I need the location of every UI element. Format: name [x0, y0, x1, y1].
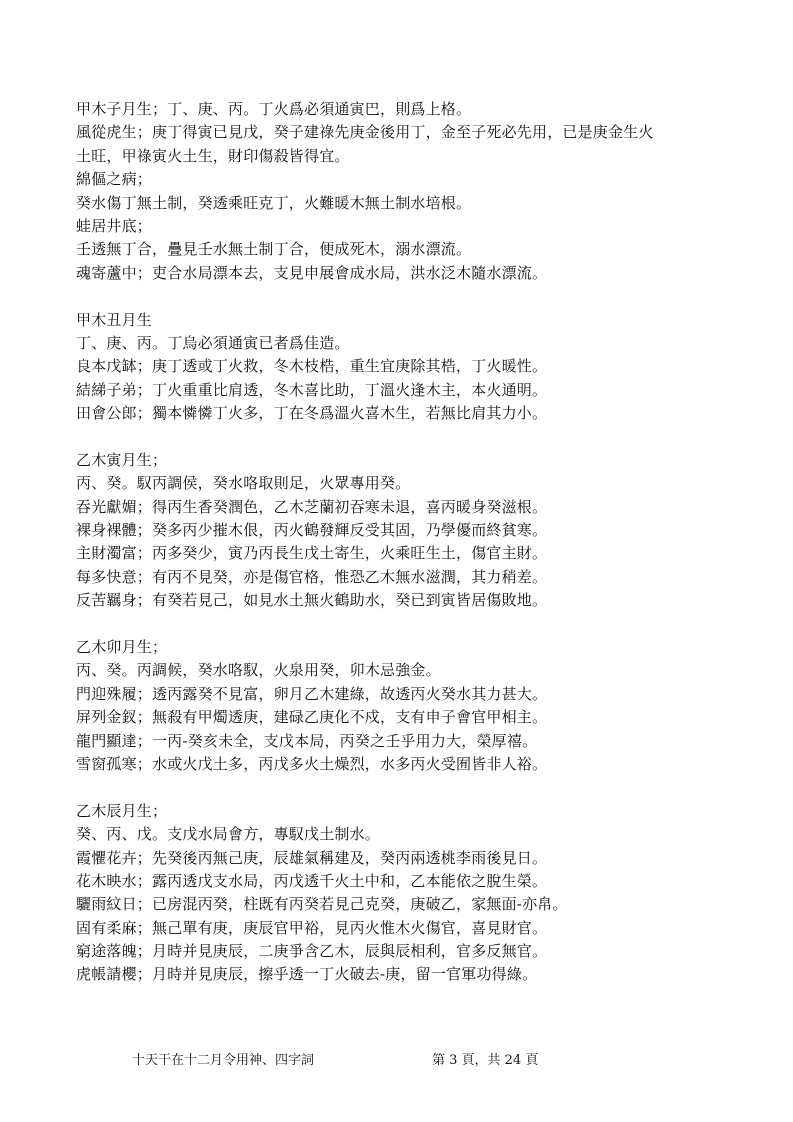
document-body — [76, 98, 716, 987]
section-gap — [76, 425, 716, 448]
text-line: 良本戊缽；庚丁透或丁火救，冬木枝梏，重生宜庚除其梏，丁火暖性。 — [76, 357, 548, 376]
text-line: 綿傴之病； — [76, 170, 153, 189]
footer-title: 十天干在十二月令用神、四字詞 — [132, 1053, 315, 1068]
text-line: 甲木子月生；丁、庚、丙。丁火爲必須通寅巴，則爲上格。 — [76, 100, 472, 118]
text-line: 魂寄蘆中；吏合水局漂本去，支見申展會成水局，洪水泛木隨水漂流。 — [76, 263, 548, 282]
text-line: 雪窗孤寒；水或火戊土多，丙戊多火土燥烈，水多丙火受囿皆非人裕。 — [76, 754, 548, 773]
text-line: 癸水傷丁無土制，癸透乘旺克丁，火難暖木無土制水培根。 — [76, 193, 472, 212]
section-heading: 乙木辰月生； — [76, 801, 168, 820]
text-line: 壬透無丁合，疊見壬水無土制丁合，便成死木，溺水漂流。 — [76, 240, 472, 259]
text-line: 主財濁富；丙多癸少，寅乃丙長生戊土寄生，火乘旺生土，傷官主財。 — [76, 544, 548, 563]
text-line: 裸身裸體；癸多丙少摧木佷，丙火鶴發輝反受其固，乃學優而終貧寒。 — [76, 521, 548, 540]
text-line: 屏列金釵；無殺有甲燭透庚，建碌乙庚化不戍，支有申子會官甲相主。 — [76, 708, 548, 727]
text-line: 土旺，甲祿寅火土生，財印傷殺皆得宜。 — [76, 146, 350, 165]
text-line: 癸、丙、戊。支戊水局會方，專馭戊土制水。 — [76, 825, 381, 844]
text-line: 窮途落魄；月時并見庚辰，二庚爭含乙木，辰與辰相利，官多反無官。 — [76, 942, 548, 961]
section-heading: 甲木丑月生 — [76, 310, 153, 329]
text-line: 每多快意；有丙不見癸，亦是傷官格，惟恐乙木無水滋潤，其力稍差。 — [76, 567, 548, 586]
text-line: 霞懼花卉；先癸後丙無己庚，辰雄氣稱建及，癸丙兩透桃李雨後見日。 — [76, 848, 548, 867]
section-gap — [76, 613, 716, 636]
text-line: 蛙居井底； — [76, 216, 153, 235]
section-heading: 乙木卯月生； — [76, 637, 168, 656]
section-gap — [76, 776, 716, 799]
text-line: 結綈子弟；丁火重重比肩透，冬木喜比助，丁溫火逢木主，本火通明。 — [76, 380, 548, 399]
text-line: 驪雨紋日；已房混丙癸，柱既有丙癸若見己克癸，庚破乙，家無面-亦帛。 — [76, 895, 568, 914]
page-number: 第 3 頁，共 24 頁 — [432, 1053, 539, 1068]
text-line: 花木映水；露丙透戊支水局，丙戊透千火土中和，乙本能依之脫生榮。 — [76, 871, 548, 890]
text-line: 田會公郎；獨本憐憐丁火多，丁在冬爲溫火喜木生，若無比肩其力小。 — [76, 404, 548, 423]
text-line: 虎帳請櫻；月時并見庚辰，擦乎透一丁火破去-庚，留一官軍功得綠。 — [76, 965, 538, 984]
text-line: 吞光獻媚；得丙生香癸潤色，乙木芝蘭初吞寒未退，喜丙暖身癸滋根。 — [76, 497, 548, 516]
section-heading: 乙木寅月生； — [76, 450, 168, 469]
text-line: 風從虎生；庚丁得寅已見戊，癸子建祿先庚金後用丁，金至子死必先用，已是庚金生火 — [76, 123, 654, 142]
text-line: 門迎殊履；透丙露癸不見富，卵月乙木建綠，故透丙火癸水其力甚大。 — [76, 684, 548, 703]
text-line: 固有柔麻；無己單有庚，庚辰官甲裕，見丙火惟木火傷官，喜見財官。 — [76, 918, 548, 937]
section-gap — [76, 285, 716, 308]
text-line: 丁、庚、丙。丁烏必須通寅已者爲佳造。 — [76, 333, 350, 352]
text-line: 反苦羈身；有癸若見己，如見水土無火鶴助水，癸已到寅皆居傷敗地。 — [76, 591, 548, 610]
text-line: 丙、癸。馭丙調侯，癸水咯取則足，火眾專用癸。 — [76, 474, 411, 493]
text-line: 丙、癸。丙調候，癸水咯馭，火泉用癸，卯木忌強金。 — [76, 661, 441, 680]
text-line: 龍門顯達；一丙-癸亥未全，支戊本局，丙癸之壬乎用力大，榮厚禧。 — [76, 731, 538, 750]
